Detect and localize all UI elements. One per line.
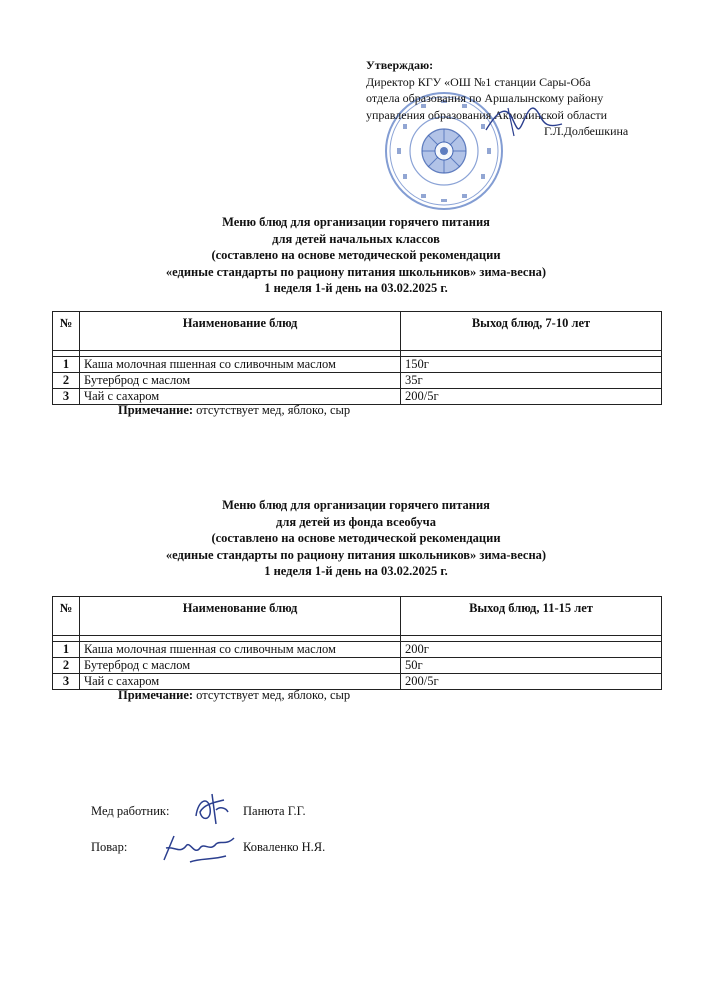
medic-label: Мед работник:: [91, 804, 170, 818]
row-output: 35г: [401, 373, 662, 389]
menu2-note-text: отсутствует мед, яблоко, сыр: [193, 688, 351, 702]
menu1-heading-line-2: для детей начальных классов: [272, 231, 440, 246]
approval-title: Утверждаю:: [366, 58, 434, 72]
menu1-header-row: [53, 312, 662, 351]
menu1-table: [52, 311, 662, 405]
table-row: [53, 658, 662, 674]
table-row: [53, 373, 662, 389]
menu2-heading-line-2: для детей из фонда всеобуча: [276, 514, 436, 529]
menu1-heading-line-4: «единые стандарты по рациону питания школьников» зима-весна): [165, 264, 547, 279]
menu1-note-text: отсутствует мед, яблоко, сыр: [193, 403, 351, 417]
cook-name: Коваленко Н.Я.: [243, 840, 326, 854]
approval-line-1: Директор КГУ «ОШ №1 станции Сары-Оба: [366, 74, 591, 89]
menu2-heading-line-5: 1 неделя 1-й день на 03.02.2025 г.: [264, 564, 448, 578]
medic-signature-icon: [190, 790, 232, 828]
approval-line-3: управления образования Акмолинской области: [366, 107, 608, 122]
table-row: [53, 642, 662, 658]
row-num: 1: [53, 642, 80, 658]
menu2-heading-line-3: (составлено на основе методической рекомендации: [211, 531, 501, 545]
menu1-col-name: Наименование блюд: [80, 312, 401, 351]
menu1-heading-line-5: 1 неделя 1-й день на 03.02.2025 г.: [264, 281, 448, 295]
menu1-note: [118, 403, 350, 418]
menu2-header-row: [53, 597, 662, 636]
row-output: 200/5г: [401, 674, 662, 690]
menu2-note: [118, 688, 350, 703]
row-output: 200г: [401, 642, 662, 658]
menu2-heading: [0, 497, 712, 580]
menu2-col-output: Выход блюд, 11-15 лет: [401, 597, 662, 636]
row-num: 2: [53, 658, 80, 674]
menu1-col-output: Выход блюд, 7-10 лет: [401, 312, 662, 351]
row-dish: Бутерброд с маслом: [80, 373, 401, 389]
menu2-heading-line-4: «единые стандарты по рациону питания школьников» зима-весна): [165, 547, 547, 562]
row-num: 2: [53, 373, 80, 389]
cook-label: Повар:: [91, 840, 128, 854]
cook-signature-icon: [160, 830, 238, 868]
row-num: 3: [53, 674, 80, 690]
menu1-heading: [0, 214, 712, 297]
medic-name: Панюта Г.Г.: [243, 804, 306, 818]
row-dish: Бутерброд с маслом: [80, 658, 401, 674]
row-output: 50г: [401, 658, 662, 674]
director-signature-icon: [478, 100, 568, 140]
menu1-heading-line-1: Меню блюд для организации горячего питания: [222, 215, 490, 229]
row-dish: Чай с сахаром: [80, 389, 401, 405]
row-dish: Каша молочная пшенная со сливочным маслом: [80, 642, 401, 658]
table-row: [53, 357, 662, 373]
row-num: 3: [53, 389, 80, 405]
menu2-note-label: Примечание:: [118, 688, 194, 702]
row-output: 200/5г: [401, 389, 662, 405]
menu2-col-num: №: [53, 597, 80, 636]
row-dish: Каша молочная пшенная со сливочным маслом: [80, 357, 401, 373]
menu1-note-label: Примечание:: [118, 403, 194, 417]
menu2-table: [52, 596, 662, 690]
row-output: 150г: [401, 357, 662, 373]
row-num: 1: [53, 357, 80, 373]
menu1-heading-line-3: (составлено на основе методической рекомендации: [211, 248, 501, 262]
row-dish: Чай с сахаром: [80, 674, 401, 690]
approval-signer: Г.Л.Долбешкина: [544, 124, 629, 138]
menu2-heading-line-1: Меню блюд для организации горячего питания: [222, 498, 490, 512]
menu2-col-name: Наименование блюд: [80, 597, 401, 636]
menu1-col-num: №: [53, 312, 80, 351]
approval-line-2: отдела образования по Аршалынскому району: [366, 91, 604, 105]
